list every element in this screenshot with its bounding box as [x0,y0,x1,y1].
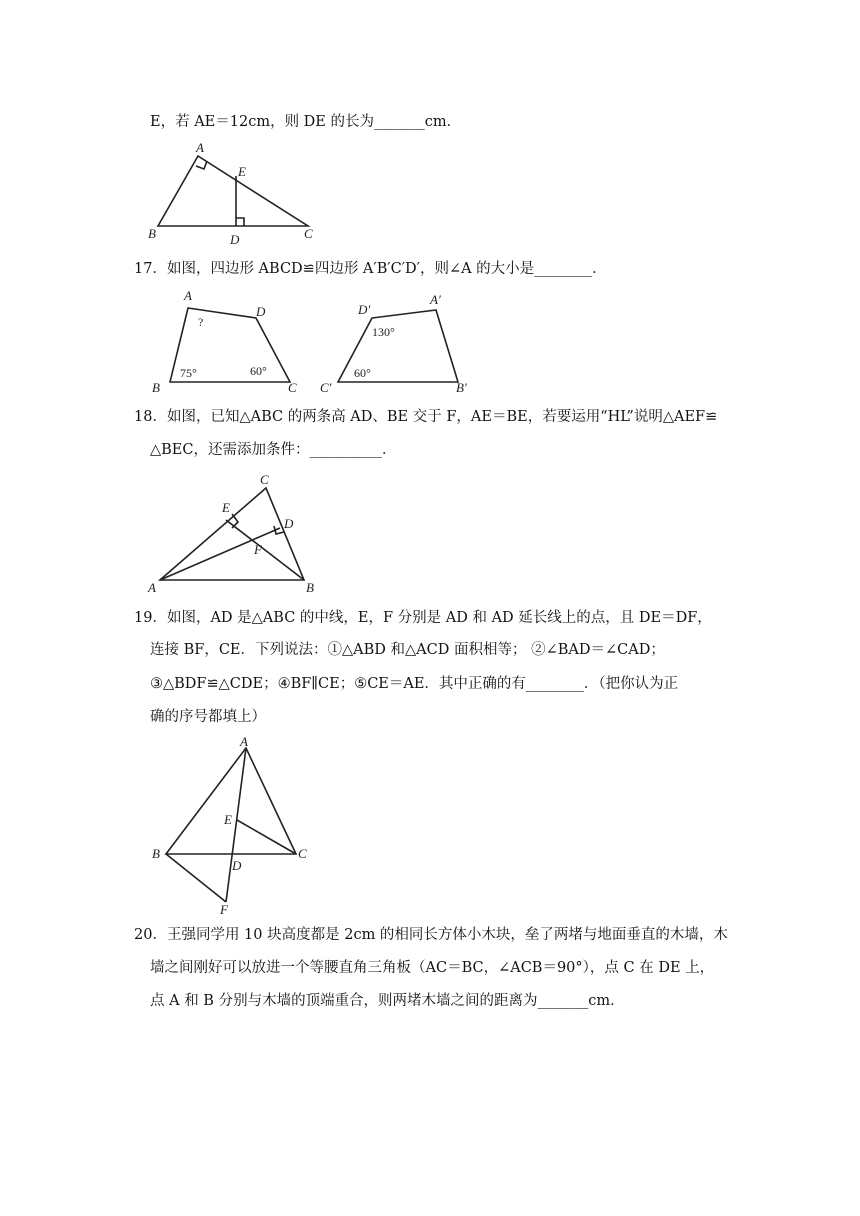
q19-triangle-abc [166,748,296,854]
q17-angle-c: 60° [250,364,267,378]
q17-label-b2: B′ [456,380,467,395]
q16-triangle-abc [158,156,308,226]
q16-label-d: D [230,232,240,247]
q18-label-a: A [148,580,156,595]
q19-text-line-3: ③△BDF≌△CDE；④BF∥CE；⑤CE＝AE．其中正确的有________．（把你认为正 [150,676,679,692]
q19-label-b: B [152,846,160,861]
q17-label-a2: A′ [430,292,441,307]
q17-label-d: D [256,304,266,319]
q19-figure [140,736,340,916]
q16-label-c: C [304,226,313,241]
q16-right-angle-a [196,161,207,169]
q19-text-line-4: 确的序号都填上） [150,709,266,725]
q19-segment-bf [166,854,226,902]
q17-figure [140,284,500,396]
q18-text-line-2: △BEC，还需添加条件：__________． [150,442,397,458]
q16-label-b: B [148,226,156,241]
q16-text-line: E，若 AE＝12cm，则 DE 的长为_______cm． [150,114,462,130]
q16-figure [140,140,340,250]
q18-label-f: F [254,542,262,557]
q16-label-a: A [196,140,204,155]
q20-text-line-1: 20．王强同学用 10 块高度都是 2cm 的相同长方体小木块，垒了两堵与地面垂直的木墙，木 [134,927,728,943]
q17-text-line: 17．如图，四边形 ABCD≌四边形 A′B′C′D′，则∠A 的大小是________． [134,261,607,277]
q17-angle-c2: 60° [354,366,371,380]
q19-label-d: D [232,858,242,873]
q16-right-angle-d [236,218,244,226]
q17-angle-d2: 130° [372,325,395,339]
q17-label-b: B [152,380,160,395]
q17-label-c2: C′ [320,380,332,395]
q19-text-line-1: 19．如图，AD 是△ABC 的中线，E，F 分别是 AD 和 AD 延长线上的点，且 DE＝DF， [134,610,712,626]
q19-label-c: C [298,846,307,861]
q18-altitude-ad [160,528,280,580]
q18-label-e: E [222,500,230,515]
q18-label-c: C [260,472,269,487]
q16-label-e: E [238,164,246,179]
q18-figure [140,470,340,595]
q18-triangle-abc [160,488,304,580]
q19-label-f: F [220,902,228,916]
q17-label-c: C [288,380,297,395]
q18-label-d: D [284,516,294,531]
q17-label-a: A [184,288,192,303]
q17-angle-b: 75° [180,366,197,380]
q20-text-line-3: 点 A 和 B 分别与木墙的顶端重合，则两堵木墙之间的距离为_______cm． [150,993,625,1009]
q17-angle-a-unknown: ? [198,315,204,329]
q17-label-d2: D′ [358,302,371,317]
q19-label-a: A [240,736,248,749]
q20-text-line-2: 墙之间刚好可以放进一个等腰直角三角板（AC＝BC，∠ACB＝90°），点 C 在 DE 上， [150,960,715,976]
q19-label-e: E [224,812,232,827]
q19-text-line-2: 连接 BF，CE．下列说法：①△ABD 和△ACD 面积相等； ②∠BAD＝∠CAD； [150,642,665,658]
q18-text-line-1: 18．如图，已知△ABC 的两条高 AD、BE 交于 F，AE＝BE，若要运用“HL”说明△AEF≌ [134,409,718,425]
q18-label-b: B [306,580,314,595]
